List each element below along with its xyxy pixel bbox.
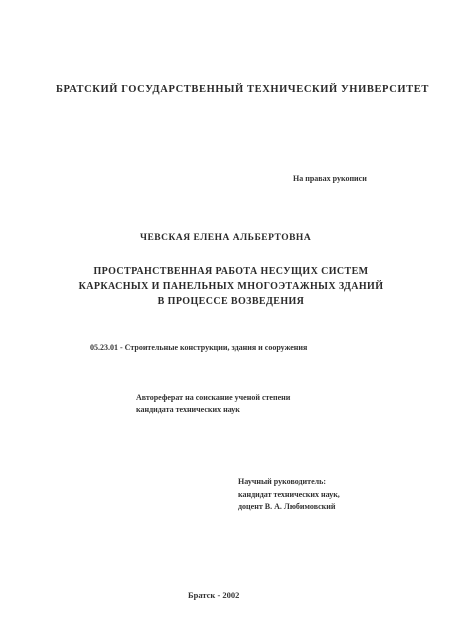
city-year: Братск - 2002 xyxy=(188,590,240,600)
degree-line: кандидата технических наук xyxy=(136,405,240,414)
supervisor-line: доцент В. А. Любимовский xyxy=(238,502,336,511)
author-name: ЧЕВСКАЯ ЕЛЕНА АЛЬБЕРТОВНА xyxy=(140,233,312,243)
supervisor-line: кандидат технических наук, xyxy=(238,489,340,499)
title-line: ПРОСТРАНСТВЕННАЯ РАБОТА НЕСУЩИХ СИСТЕМ xyxy=(93,266,369,277)
title-line: В ПРОЦЕССЕ ВОЗВЕДЕНИЯ xyxy=(157,296,305,307)
title-line: КАРКАСНЫХ И ПАНЕЛЬНЫХ МНОГОЭТАЖНЫХ ЗДАНИЙ xyxy=(78,281,384,292)
degree-line: Автореферат на соискание ученой степени xyxy=(136,393,291,402)
supervisor-line: Научный руководитель: xyxy=(238,477,326,486)
manuscript-rights-note: На правах рукописи xyxy=(293,174,367,183)
degree-statement xyxy=(136,392,290,416)
dissertation-title xyxy=(66,264,396,309)
specialty-code: 05.23.01 - Строительные конструкции, здания и сооружения xyxy=(90,343,308,352)
institution-name: БРАТСКИЙ ГОСУДАРСТВЕННЫЙ ТЕХНИЧЕСКИЙ УНИВЕРСИТЕТ xyxy=(56,84,429,95)
supervisor-block xyxy=(238,476,340,514)
